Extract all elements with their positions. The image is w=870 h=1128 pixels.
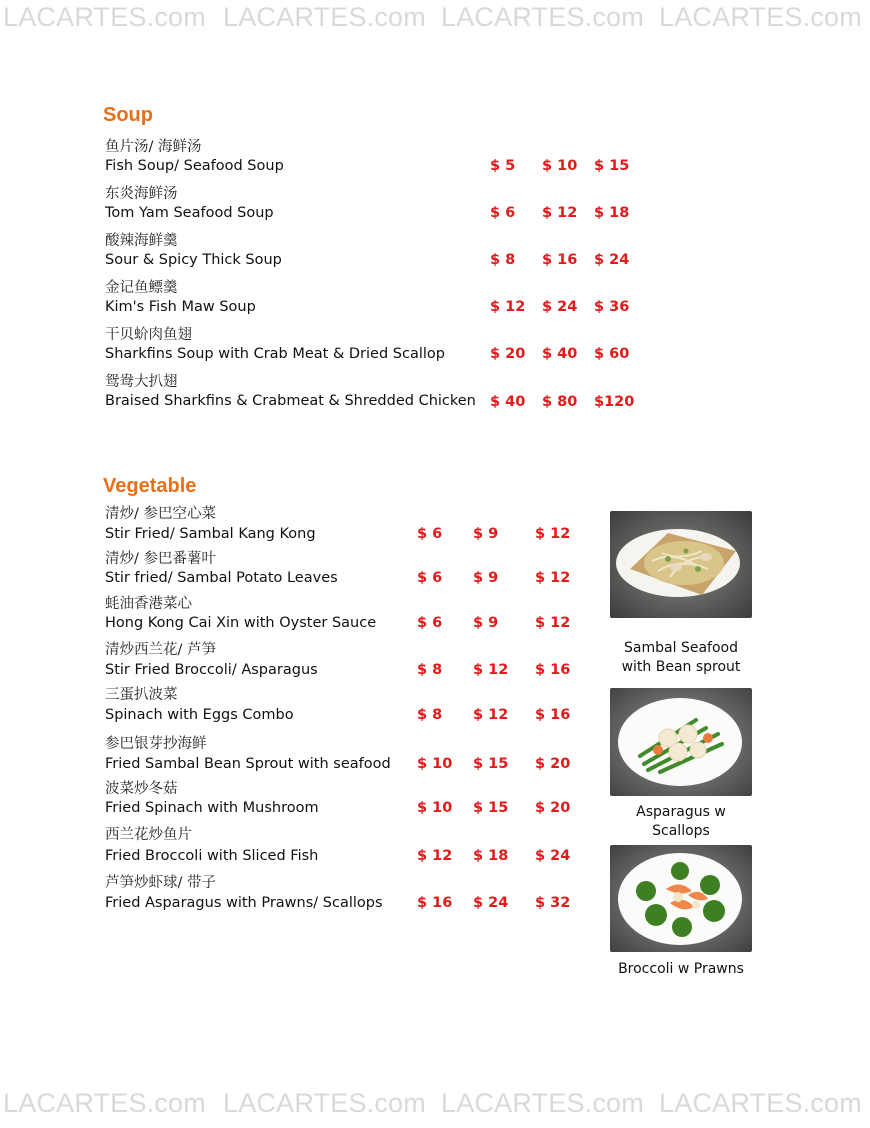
item-english-name: Hong Kong Cai Xin with Oyster Sauce — [105, 615, 377, 631]
item-chinese-name: 金记鱼鳔羹 — [105, 280, 178, 296]
price-medium: $ 40 — [542, 346, 578, 362]
item-chinese-name: 西兰花炒鱼片 — [105, 827, 192, 843]
price-large: $ 24 — [535, 848, 571, 864]
price-medium: $ 15 — [473, 800, 509, 816]
price-large: $ 12 — [535, 526, 571, 542]
item-chinese-name: 酸辣海鲜羹 — [105, 233, 178, 249]
caption-line: Sambal Seafood — [624, 640, 738, 656]
watermark-bottom — [0, 1088, 870, 1128]
item-english-name: Fried Asparagus with Prawns/ Scallops — [105, 895, 383, 911]
item-english-name: Stir fried/ Sambal Potato Leaves — [105, 570, 338, 586]
item-chinese-name: 蚝油香港菜心 — [105, 596, 192, 612]
price-small: $ 10 — [417, 756, 453, 772]
watermark-top — [0, 2, 870, 42]
price-medium: $ 9 — [473, 526, 499, 542]
price-medium: $ 9 — [473, 570, 499, 586]
price-medium: $ 12 — [473, 707, 509, 723]
photo-caption — [600, 803, 762, 841]
price-large: $ 60 — [594, 346, 630, 362]
item-chinese-name: 干贝蚧肉鱼翅 — [105, 327, 192, 343]
item-english-name: Stir Fried/ Sambal Kang Kong — [105, 526, 316, 542]
item-chinese-name: 清炒/ 参巴空心菜 — [105, 506, 216, 522]
item-english-name: Kim's Fish Maw Soup — [105, 299, 256, 315]
price-large: $ 20 — [535, 800, 571, 816]
price-medium: $ 12 — [542, 205, 578, 221]
caption-line: Broccoli w Prawns — [618, 961, 744, 977]
price-large: $ 18 — [594, 205, 630, 221]
item-chinese-name: 波菜炒冬菇 — [105, 781, 178, 797]
item-english-name: Fried Spinach with Mushroom — [105, 800, 319, 816]
price-large: $ 12 — [535, 570, 571, 586]
item-chinese-name: 清炒/ 参巴番薯叶 — [105, 551, 216, 567]
price-large: $ 20 — [535, 756, 571, 772]
price-large: $ 24 — [594, 252, 630, 268]
price-small: $ 16 — [417, 895, 453, 911]
price-large: $120 — [594, 394, 635, 410]
price-medium: $ 24 — [542, 299, 578, 315]
price-small: $ 6 — [417, 570, 443, 586]
price-small: $ 6 — [417, 526, 443, 542]
price-large: $ 16 — [535, 707, 571, 723]
watermark-text: LACARTES.com — [441, 1088, 644, 1118]
watermark-text: LACARTES.com — [3, 1088, 206, 1118]
item-english-name: Sharkfins Soup with Crab Meat & Dried Scallop — [105, 346, 445, 362]
price-small: $ 20 — [490, 346, 526, 362]
watermark-text: LACARTES.com — [3, 2, 206, 32]
price-medium: $ 80 — [542, 394, 578, 410]
item-chinese-name: 清炒西兰花/ 芦笋 — [105, 642, 216, 658]
item-english-name: Spinach with Eggs Combo — [105, 707, 294, 723]
price-small: $ 8 — [417, 662, 443, 678]
item-english-name: Fried Broccoli with Sliced Fish — [105, 848, 319, 864]
photo-caption — [600, 639, 762, 677]
item-chinese-name: 东炎海鲜汤 — [105, 186, 178, 202]
price-medium: $ 10 — [542, 158, 578, 174]
caption-line: Asparagus w — [636, 804, 726, 820]
item-english-name: Sour & Spicy Thick Soup — [105, 252, 282, 268]
price-medium: $ 16 — [542, 252, 578, 268]
price-large: $ 16 — [535, 662, 571, 678]
item-english-name: Tom Yam Seafood Soup — [105, 205, 274, 221]
vegetable-section-title: Vegetable — [103, 475, 197, 497]
price-small: $ 8 — [490, 252, 516, 268]
sambal-seafood-photo — [610, 511, 752, 618]
watermark-text: LACARTES.com — [441, 2, 644, 32]
caption-line: Scallops — [652, 823, 710, 839]
soup-section-title: Soup — [103, 104, 153, 126]
item-english-name: Fried Sambal Bean Sprout with seafood — [105, 756, 391, 772]
price-small: $ 5 — [490, 158, 516, 174]
caption-line: with Bean sprout — [621, 659, 741, 675]
price-small: $ 12 — [490, 299, 526, 315]
price-large: $ 15 — [594, 158, 630, 174]
price-medium: $ 24 — [473, 895, 509, 911]
item-english-name: Fish Soup/ Seafood Soup — [105, 158, 284, 174]
price-small: $ 10 — [417, 800, 453, 816]
price-medium: $ 18 — [473, 848, 509, 864]
item-english-name: Braised Sharkfins & Crabmeat & Shredded Chicken — [105, 393, 476, 409]
price-small: $ 6 — [417, 615, 443, 631]
item-chinese-name: 三蛋扒波菜 — [105, 687, 178, 703]
price-small: $ 40 — [490, 394, 526, 410]
item-chinese-name: 芦笋炒虾球/ 带子 — [105, 875, 216, 891]
watermark-text: LACARTES.com — [659, 1088, 862, 1118]
asparagus-scallops-photo — [610, 688, 752, 796]
price-medium: $ 15 — [473, 756, 509, 772]
watermark-text: LACARTES.com — [223, 1088, 426, 1118]
broccoli-prawns-photo — [610, 845, 752, 952]
watermark-text: LACARTES.com — [223, 2, 426, 32]
item-english-name: Stir Fried Broccoli/ Asparagus — [105, 662, 318, 678]
price-large: $ 36 — [594, 299, 630, 315]
watermark-text: LACARTES.com — [659, 2, 862, 32]
item-chinese-name: 鸳鸯大扒翅 — [105, 374, 178, 390]
price-small: $ 8 — [417, 707, 443, 723]
price-medium: $ 12 — [473, 662, 509, 678]
item-chinese-name: 鱼片汤/ 海鲜汤 — [105, 139, 202, 155]
price-large: $ 32 — [535, 895, 571, 911]
price-medium: $ 9 — [473, 615, 499, 631]
price-small: $ 6 — [490, 205, 516, 221]
photo-caption — [600, 960, 762, 979]
item-chinese-name: 参巴银芽抄海鲜 — [105, 736, 207, 752]
price-small: $ 12 — [417, 848, 453, 864]
price-large: $ 12 — [535, 615, 571, 631]
